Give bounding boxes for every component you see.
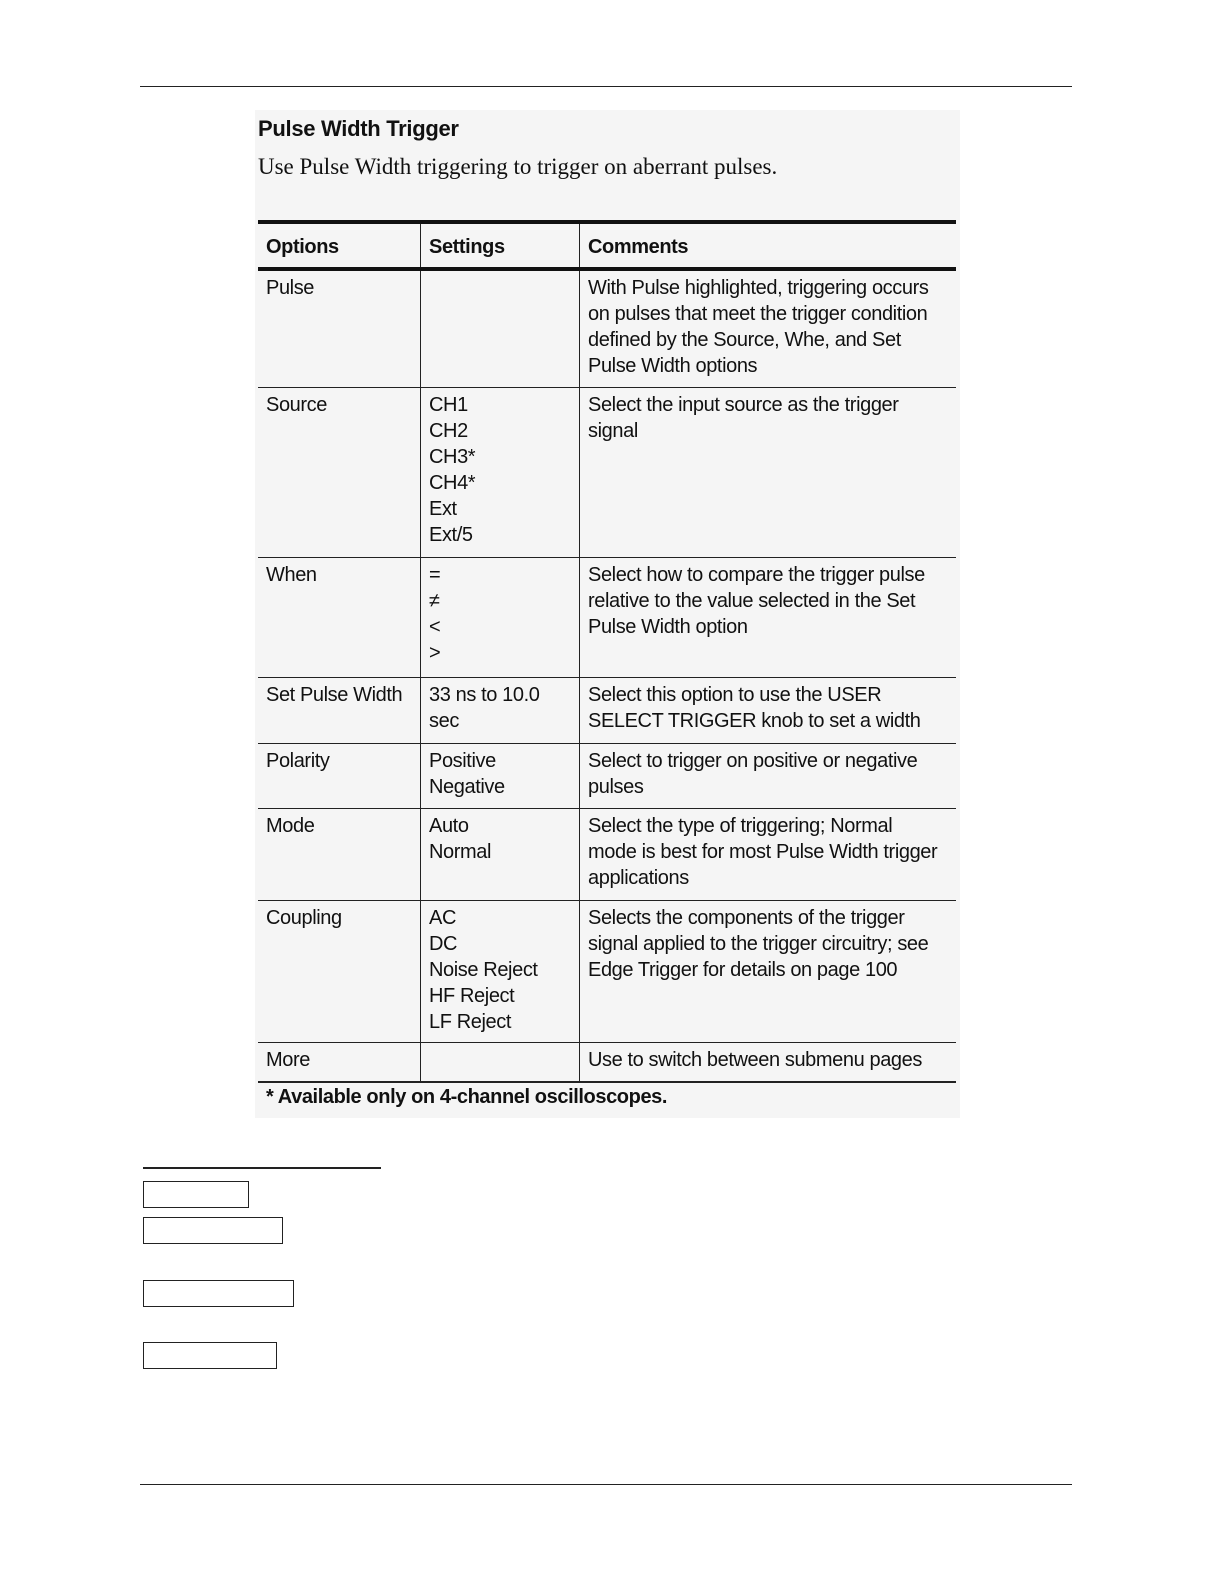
settings-cell	[421, 269, 580, 387]
comment-line: applications	[588, 866, 689, 889]
comment-line: Select the type of triggering; Normal	[588, 814, 893, 837]
table-row	[258, 808, 956, 900]
footnote-separator	[143, 1167, 381, 1169]
comment-line: signal	[588, 419, 638, 442]
header-comments: Comments	[580, 222, 957, 269]
option-cell	[258, 677, 421, 743]
setting-value: AC	[429, 906, 456, 929]
option-name: Set Pulse Width	[266, 683, 403, 706]
settings-cell	[421, 900, 580, 1042]
table-row	[258, 677, 956, 743]
footnote-box	[143, 1181, 249, 1208]
comment-cell	[580, 387, 957, 557]
footnote-box	[143, 1217, 283, 1244]
comment-line: Edge Trigger for details on page 100	[588, 958, 898, 981]
setting-value: Negative	[429, 775, 505, 798]
setting-value: =	[429, 563, 441, 586]
option-name: More	[266, 1048, 310, 1071]
setting-value: >	[429, 641, 441, 664]
setting-value: HF Reject	[429, 984, 515, 1007]
setting-value: LF Reject	[429, 1010, 511, 1033]
setting-value: Ext/5	[429, 523, 473, 546]
option-name: Source	[266, 393, 327, 416]
comment-cell	[580, 743, 957, 808]
comment-cell	[580, 557, 957, 677]
option-name: Pulse	[266, 277, 315, 299]
comment-line: Pulse Width option	[588, 615, 748, 638]
header-options: Options	[258, 222, 421, 269]
setting-value: sec	[429, 709, 459, 732]
comment-cell	[580, 900, 957, 1042]
comment-line: SELECT TRIGGER knob to set a width	[588, 709, 921, 732]
setting-value: Normal	[429, 840, 492, 863]
pulse-width-trigger-figure	[255, 110, 960, 1118]
comment-cell	[580, 677, 957, 743]
comment-cell	[580, 1042, 957, 1082]
footnote-box	[143, 1280, 294, 1307]
settings-cell	[421, 808, 580, 900]
comment-line: Select the input source as the trigger	[588, 393, 899, 416]
settings-cell	[421, 1042, 580, 1082]
comment-line: signal applied to the trigger circuitry; see	[588, 932, 929, 955]
table-body	[258, 269, 956, 1082]
header-rule	[140, 86, 1072, 87]
setting-value: Noise Reject	[429, 958, 538, 981]
comment-line: Pulse Width options	[588, 355, 758, 377]
comment-line: defined by the Source, Whe, and Set	[588, 329, 901, 351]
option-name: Polarity	[266, 749, 330, 772]
comment-cell	[580, 269, 957, 387]
option-name: Coupling	[266, 906, 342, 929]
table-row	[258, 743, 956, 808]
table-header-row	[258, 222, 956, 269]
footnote-box	[143, 1342, 277, 1369]
section-title: Pulse Width Trigger	[258, 116, 459, 141]
setting-value: DC	[429, 932, 458, 955]
table-row	[258, 1042, 956, 1082]
comment-line: Use to switch between submenu pages	[588, 1048, 922, 1071]
table-row	[258, 557, 956, 677]
footer-rule	[140, 1484, 1072, 1485]
option-cell	[258, 900, 421, 1042]
comment-line: Select to trigger on positive or negative	[588, 749, 918, 772]
setting-value: CH2	[429, 419, 468, 442]
setting-value: 33 ns to 10.0	[429, 683, 540, 706]
option-name: When	[266, 563, 317, 586]
comment-line: Select how to compare the trigger pulse	[588, 563, 925, 586]
setting-value: <	[429, 615, 441, 638]
option-cell	[258, 743, 421, 808]
section-intro: Use Pulse Width triggering to trigger on aberrant pulses.	[258, 154, 778, 179]
options-table	[258, 220, 956, 1083]
comment-line: Select this option to use the USER	[588, 683, 882, 706]
option-cell	[258, 808, 421, 900]
table-row	[258, 269, 956, 387]
settings-cell	[421, 743, 580, 808]
option-name: Mode	[266, 814, 315, 837]
setting-value: Positive	[429, 749, 496, 772]
setting-value: ≠	[429, 589, 440, 612]
comment-line: With Pulse highlighted, triggering occurs	[588, 277, 929, 299]
header-settings: Settings	[421, 222, 580, 269]
settings-cell	[421, 557, 580, 677]
setting-value: CH4*	[429, 471, 476, 494]
option-cell	[258, 387, 421, 557]
comment-line: mode is best for most Pulse Width trigger	[588, 840, 938, 863]
settings-cell	[421, 387, 580, 557]
setting-value: Auto	[429, 814, 469, 837]
comment-line: Selects the components of the trigger	[588, 906, 905, 929]
comment-line: relative to the value selected in the Set	[588, 589, 916, 612]
comment-cell	[580, 808, 957, 900]
setting-value: CH3*	[429, 445, 476, 468]
option-cell	[258, 1042, 421, 1082]
option-cell	[258, 269, 421, 387]
comment-line: on pulses that meet the trigger condition	[588, 303, 928, 325]
table-footnote: * Available only on 4-channel oscilloscopes.	[266, 1086, 668, 1108]
table-row	[258, 900, 956, 1042]
setting-value: CH1	[429, 393, 468, 416]
setting-value: Ext	[429, 497, 457, 520]
comment-line: pulses	[588, 775, 644, 798]
table-row	[258, 387, 956, 557]
option-cell	[258, 557, 421, 677]
settings-cell	[421, 677, 580, 743]
